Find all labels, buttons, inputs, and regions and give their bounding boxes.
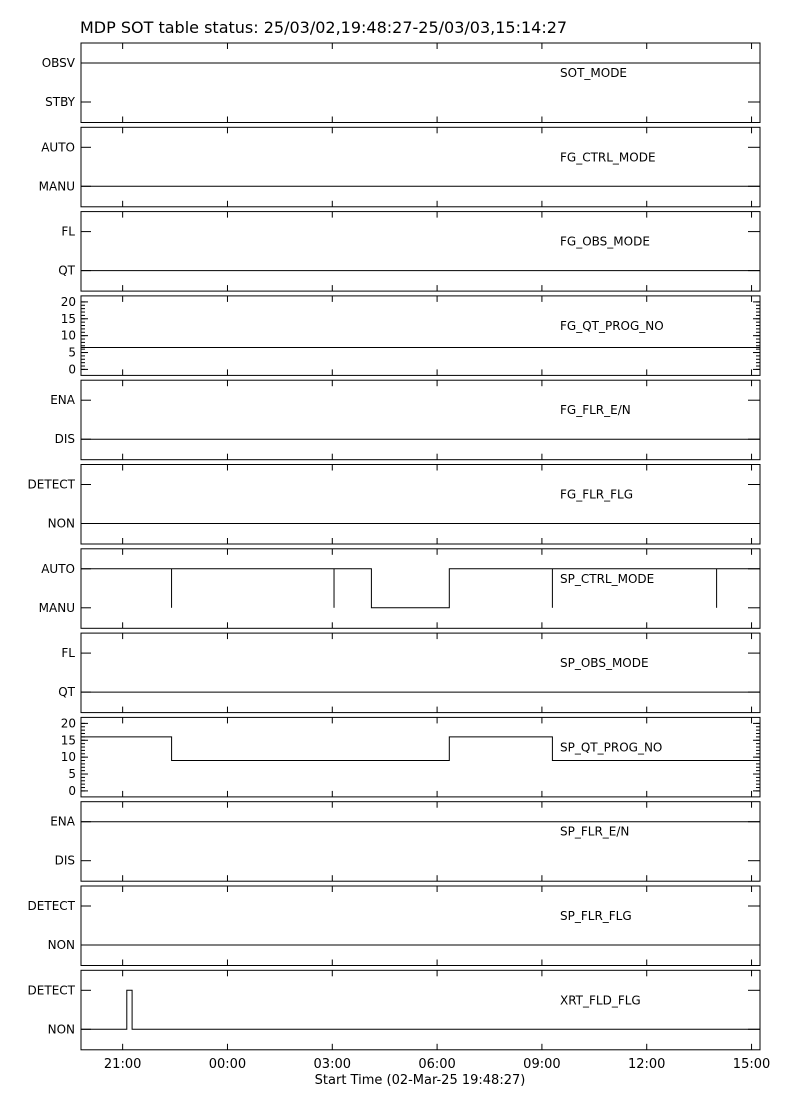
panel-frame (81, 633, 760, 713)
panel-frame (81, 212, 760, 292)
panel-frame (81, 549, 760, 629)
state-high-label: ENA (50, 393, 75, 408)
chart-panels (28, 43, 771, 1072)
panel-label: FG_QT_PROG_NO (560, 318, 664, 333)
y-tick-label: 10 (60, 750, 76, 765)
panel-label: SP_OBS_MODE (560, 656, 649, 671)
state-low-label: NON (47, 938, 75, 952)
panel-sp-obs-mode (58, 633, 760, 713)
panel-fg-ctrl-mode (39, 127, 760, 207)
state-high-label: FL (61, 646, 75, 661)
panel-label: SP_FLR_FLG (560, 909, 632, 923)
panel-xrt-fld-flg (28, 970, 760, 1050)
x-tick-label: 09:00 (523, 1056, 561, 1072)
state-high-label: DETECT (27, 477, 75, 492)
series-line (81, 569, 760, 608)
panel-frame (81, 127, 760, 207)
state-high-label: AUTO (41, 140, 75, 155)
y-tick-label: 5 (68, 767, 76, 782)
chart-title: MDP SOT table status: 25/03/02,19:48:27-25/03/03,15:14:27 (80, 18, 568, 37)
x-tick-label: 15:00 (732, 1056, 771, 1072)
panel-sot-mode (42, 43, 760, 123)
panel-frame (81, 970, 760, 1050)
state-low-label: NON (47, 1022, 75, 1037)
x-tick-label: 00:00 (208, 1056, 247, 1072)
y-tick-label: 20 (60, 716, 76, 731)
x-tick-label: 06:00 (418, 1056, 456, 1072)
panel-frame (81, 886, 760, 966)
panel-sp-flr-e-n (50, 802, 760, 882)
state-low-label: DIS (54, 853, 75, 868)
state-high-label: FL (61, 224, 75, 239)
state-high-label: OBSV (41, 56, 75, 70)
y-tick-label: 0 (68, 362, 76, 377)
y-tick-label: 5 (68, 345, 76, 360)
panel-frame (81, 43, 760, 123)
panel-label: FG_OBS_MODE (560, 234, 650, 249)
state-high-label: ENA (50, 814, 75, 829)
state-low-label: QT (58, 685, 75, 700)
y-tick-label: 15 (60, 311, 76, 326)
panel-label: SP_CTRL_MODE (560, 571, 655, 586)
panel-label: SP_QT_PROG_NO (560, 740, 663, 755)
panel-fg-flr-flg (28, 465, 760, 545)
state-high-label: DETECT (27, 899, 75, 913)
state-high-label: DETECT (27, 983, 75, 998)
panel-label: SOT_MODE (560, 66, 628, 80)
state-low-label: QT (58, 263, 75, 278)
panel-label: XRT_FLD_FLG (560, 993, 641, 1008)
panel-frame (81, 465, 760, 545)
panel-frame (81, 802, 760, 882)
state-low-label: MANU (38, 600, 75, 615)
x-axis-label: Start Time (02-Mar-25 19:48:27) (314, 1073, 526, 1088)
state-low-label: STBY (45, 95, 75, 109)
x-tick-label: 12:00 (627, 1056, 666, 1072)
panel-fg-flr-e-n (50, 380, 760, 460)
state-low-label: NON (47, 516, 75, 531)
panel-frame (81, 296, 760, 376)
panel-sp-flr-flg (28, 886, 760, 966)
series-line (81, 990, 760, 1029)
y-tick-label: 15 (60, 733, 76, 748)
panel-frame (81, 717, 760, 797)
panel-fg-qt-prog-no (61, 295, 760, 377)
y-tick-label: 20 (60, 294, 76, 309)
x-tick-label: 03:00 (313, 1056, 352, 1072)
state-low-label: MANU (38, 179, 75, 194)
panel-sp-ctrl-mode (39, 549, 760, 629)
state-low-label: DIS (54, 432, 75, 447)
y-tick-label: 10 (60, 328, 76, 343)
panel-sp-qt-prog-no (61, 716, 760, 798)
panel-frame (81, 380, 760, 460)
panel-label: FG_FLR_E/N (560, 403, 631, 418)
y-tick-label: 0 (68, 783, 76, 798)
panel-label: FG_CTRL_MODE (560, 150, 656, 165)
x-tick-label: 21:00 (103, 1056, 142, 1072)
panel-label: FG_FLR_FLG (560, 487, 634, 502)
panel-fg-obs-mode (58, 212, 760, 292)
state-high-label: AUTO (41, 561, 75, 576)
panel-label: SP_FLR_E/N (560, 824, 630, 839)
